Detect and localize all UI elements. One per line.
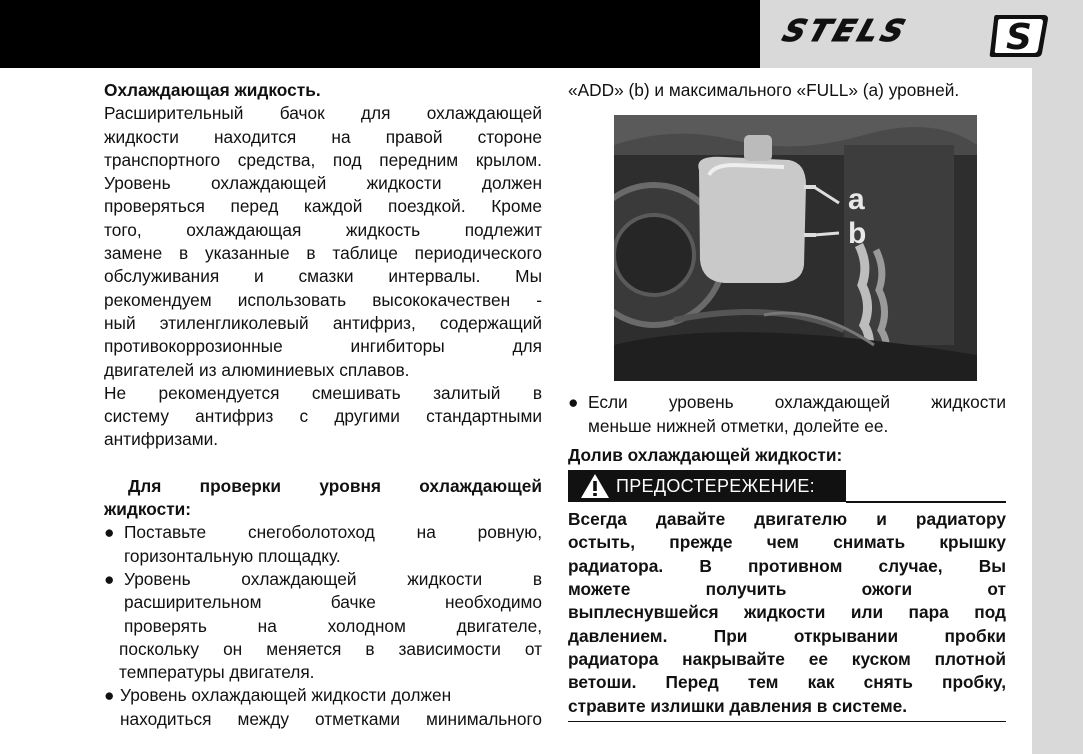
text-line: меньше нижней отметки, долейте ее. <box>588 415 889 436</box>
text-line: Расширительный бачок для охлаждающей <box>104 103 542 124</box>
text-line: поскольку он меняется в зависимости от <box>119 638 542 659</box>
check-heading-cont: жидкости: <box>104 499 192 520</box>
text-line: рекомендуем использовать высококачествен - <box>104 289 542 310</box>
bullet-icon: ● <box>568 392 579 413</box>
text-line: остыть, прежде чем снимать крышку <box>568 532 1006 553</box>
text-line: замене в указанные в таблице периодического <box>104 243 542 264</box>
text-line: температуры двигателя. <box>119 662 315 683</box>
text-line: можете получить ожоги от <box>568 579 1006 600</box>
text-line: расширительном бачке необходимо <box>124 592 542 613</box>
text-line: Если уровень охлаждающей жидкости <box>588 392 1006 413</box>
section-title: Охлаждающая жидкость. <box>104 80 321 100</box>
text-line: жидкости находится на правой стороне <box>104 126 542 147</box>
bullet-icon: ● <box>104 522 115 543</box>
text-line: систему антифриз с другими стандартными <box>104 406 542 427</box>
text-line: находиться между отметками минимального <box>120 708 542 729</box>
brand-logo: STELS <box>778 14 913 49</box>
text-line: антифризами. <box>104 429 219 450</box>
left-column <box>104 79 542 731</box>
text-line: давлением. При открывании пробки <box>568 625 1006 646</box>
text-line: Уровень охлаждающей жидкости в <box>124 568 542 589</box>
header-bar <box>0 0 760 68</box>
warning-text <box>568 508 1006 718</box>
warning-label: ПРЕДОСТЕРЕЖЕНИЕ: <box>616 475 815 496</box>
text-line: обслуживания и смазки интервалы. Мы <box>104 266 542 287</box>
brand-badge-icon <box>988 13 1050 59</box>
text-line: Не рекомендуется смешивать залитый в <box>104 382 542 403</box>
bullet-item-level-ground <box>104 521 542 568</box>
level-mark-b: b <box>848 217 867 251</box>
divider <box>846 501 1006 503</box>
text-line: проверять на холодном двигателе, <box>124 615 542 636</box>
check-heading: Для проверки уровня охлаждающей <box>128 475 542 496</box>
text-line: горизонтальную площадку. <box>124 545 341 566</box>
text-line: того, охлаждающая жидкость подлежит <box>104 219 542 240</box>
bullet-item-cold-engine <box>104 568 542 684</box>
coolant-tank-photo <box>614 115 977 381</box>
text-line: противокоррозионные ингибиторы для <box>104 336 542 357</box>
divider <box>568 721 1006 723</box>
text-line: ветоши. Перед тем как снять пробку, <box>568 672 1006 693</box>
paragraph-tank-location <box>104 102 542 172</box>
level-mark-a: a <box>848 183 865 217</box>
text-line: Уровень охлаждающей жидкости должен <box>104 173 542 194</box>
warning-header <box>568 470 1006 508</box>
warning-badge <box>568 470 846 502</box>
text-line: Уровень охлаждающей жидкости должен <box>120 685 452 706</box>
bullet-icon: ● <box>104 685 115 706</box>
page-edge-tab <box>1032 68 1083 754</box>
text-line: радиатора. В противном случае, Вы <box>568 555 1006 576</box>
logo-area <box>760 0 1083 68</box>
text-line: ный этиленгликолевый антифриз, содержащий <box>104 312 542 333</box>
warning-triangle-icon <box>580 473 610 499</box>
brand-badge-letter: S <box>1006 17 1032 58</box>
paragraph-level-check <box>104 172 542 382</box>
text-line: стравите излишки давления в системе. <box>568 695 908 716</box>
right-column <box>568 79 1006 722</box>
coolant-tank-illustration <box>614 115 977 381</box>
refill-heading: Долив охлаждающей жидкости: <box>568 444 843 465</box>
text-line: двигателей из алюминиевых сплавов. <box>104 359 410 380</box>
bullet-item-add-coolant <box>568 391 1006 438</box>
text-line: радиатора накрывайте ее куском плотной <box>568 648 1006 669</box>
text-line: «ADD» (b) и максимального «FULL» (a) уровней. <box>568 80 960 100</box>
text-line: Поставьте снегоболотоход на ровную, <box>124 522 542 543</box>
text-line: выплеснувшейся жидкости или пара под <box>568 602 1006 623</box>
text-line: Всегда давайте двигателю и радиатору <box>568 509 1006 530</box>
text-line: проверяться перед каждой поездкой. Кроме <box>104 196 542 217</box>
bullet-icon: ● <box>104 568 115 589</box>
bullet-item-level-marks <box>104 684 542 731</box>
paragraph-no-mixing <box>104 382 542 452</box>
text-line: транспортного средства, под передним крылом. <box>104 149 542 170</box>
